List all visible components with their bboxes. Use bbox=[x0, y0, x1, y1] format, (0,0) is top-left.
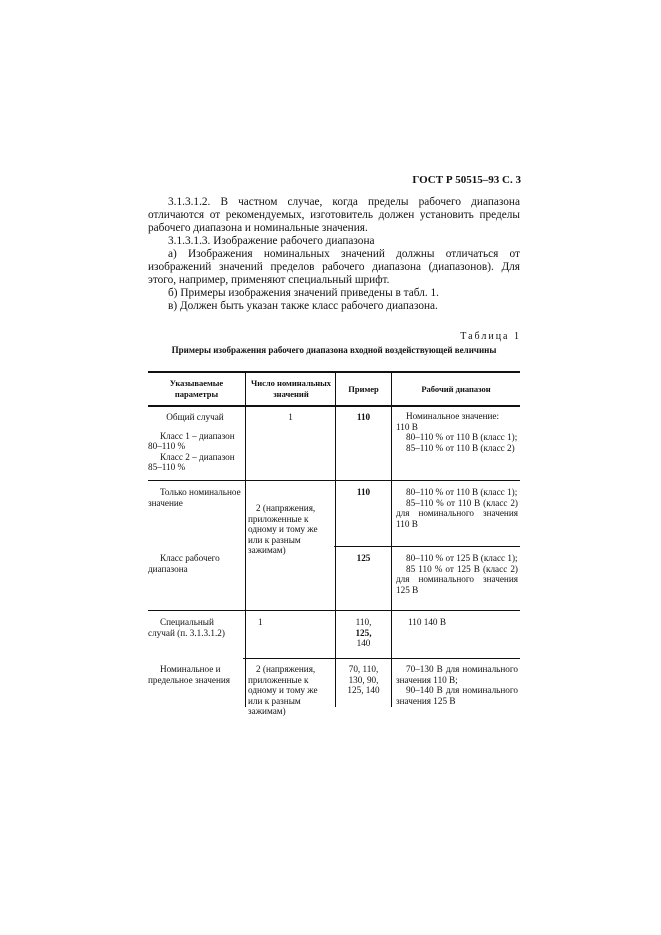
rule bbox=[148, 610, 520, 611]
table-cell: Номинальное и предельное значения bbox=[148, 664, 231, 685]
paragraph: в) Должен быть указан также класс рабочего диапазона. bbox=[168, 300, 438, 312]
table bbox=[148, 371, 520, 716]
cell-text: Класс 1 – диапазон 80–110 % bbox=[148, 430, 235, 451]
table-cell bbox=[336, 617, 391, 649]
cell-text: 90–140 В для номинального значения 125 В bbox=[396, 685, 518, 706]
cell-text: 70–130 В для номинального значения 110 В; bbox=[396, 664, 518, 685]
table-cell: 2 (напряжения, приложенные к одному и тому же или к разным зажимам) bbox=[248, 503, 318, 555]
paragraph: а) Изображения номинальных значений должны отличаться от изображений значений пределов рабочего диапазона (диапазонов). Для этого, например, применяют специальный шрифт. bbox=[148, 248, 520, 286]
table-cell: 2 (напряжения, приложенные к одному и тому же или к разным зажимам) bbox=[248, 664, 318, 716]
table-cell: Только номинальное значение bbox=[148, 487, 241, 508]
cell-text: Номинальное значение: bbox=[406, 411, 500, 421]
rule bbox=[243, 658, 520, 659]
table-cell: 110 140 В bbox=[408, 617, 446, 627]
cell-text: 125, bbox=[355, 627, 372, 638]
table-title: Примеры изображения рабочего диапазона входной воздействующей величины bbox=[171, 345, 497, 355]
cell-text: 130, 90, bbox=[348, 674, 379, 685]
cell-text: 80–110 % от 125 В (класс 1); bbox=[406, 553, 518, 563]
col-header: Указываемые параметры bbox=[169, 378, 224, 399]
cell-text: Класс 2 – диапазон 85–110 % bbox=[148, 451, 235, 472]
table-cell bbox=[396, 553, 518, 595]
cell-text: 85–110 % от 110 В (класс 2) bbox=[406, 442, 515, 453]
paragraph: б) Примеры изображения значений приведены в табл. 1. bbox=[168, 287, 439, 299]
cell-text: 140 bbox=[356, 638, 371, 648]
cell-text: 70, 110, bbox=[348, 664, 379, 674]
paragraph: 3.1.3.1.3. Изображение рабочего диапазона bbox=[168, 235, 375, 247]
table-cell bbox=[396, 411, 518, 453]
table-cell: 1 bbox=[258, 617, 263, 627]
rule bbox=[391, 371, 392, 707]
table-cell: Специальный случай (п. 3.1.3.1.2) bbox=[148, 617, 225, 638]
cell-text: Общий случай bbox=[166, 412, 224, 422]
paragraph: 3.1.3.1.2. В частном случае, когда пределы рабочего диапазона отличаются от рекомендуемых, изготовитель должен установить пределы рабочего диапазона и номинальные значения. bbox=[148, 196, 520, 234]
table-number: Таблица 1 bbox=[460, 331, 521, 342]
cell-text: 110 В bbox=[396, 421, 418, 432]
table-cell: 110 bbox=[356, 487, 371, 497]
cell-text: 80–110 % от 110 В (класс 1); bbox=[406, 432, 518, 442]
body-text bbox=[148, 196, 520, 313]
rule bbox=[148, 405, 520, 407]
rule bbox=[148, 480, 520, 481]
rule bbox=[334, 546, 520, 547]
table-cell bbox=[148, 412, 242, 473]
cell-text: 125, 140 bbox=[347, 685, 380, 695]
cell-text: 80–110 % от 110 В (класс 1); bbox=[406, 487, 518, 497]
cell-text: 85 110 % от 125 В (класс 2) для номинального значения 125 В bbox=[396, 563, 518, 595]
col-header: Рабочий диапазон bbox=[421, 384, 491, 394]
table-cell: Класс рабочего диапазона bbox=[148, 553, 220, 574]
col-header: Число номинальных значений bbox=[251, 378, 331, 399]
table-cell bbox=[396, 664, 518, 706]
page-header: ГОСТ Р 50515–93 С. 3 bbox=[412, 174, 521, 186]
col-header: Пример bbox=[348, 384, 379, 394]
rule bbox=[148, 371, 520, 373]
cell-text: 110, bbox=[355, 617, 372, 627]
cell-text: 85–110 % от 110 В (класс 2) для номинального значения 110 В bbox=[396, 497, 518, 529]
table-cell bbox=[336, 664, 391, 696]
table-cell: 110 bbox=[356, 412, 371, 422]
table-cell: 1 bbox=[288, 412, 293, 422]
table-cell: 125 bbox=[356, 553, 371, 563]
table-cell bbox=[396, 487, 518, 529]
